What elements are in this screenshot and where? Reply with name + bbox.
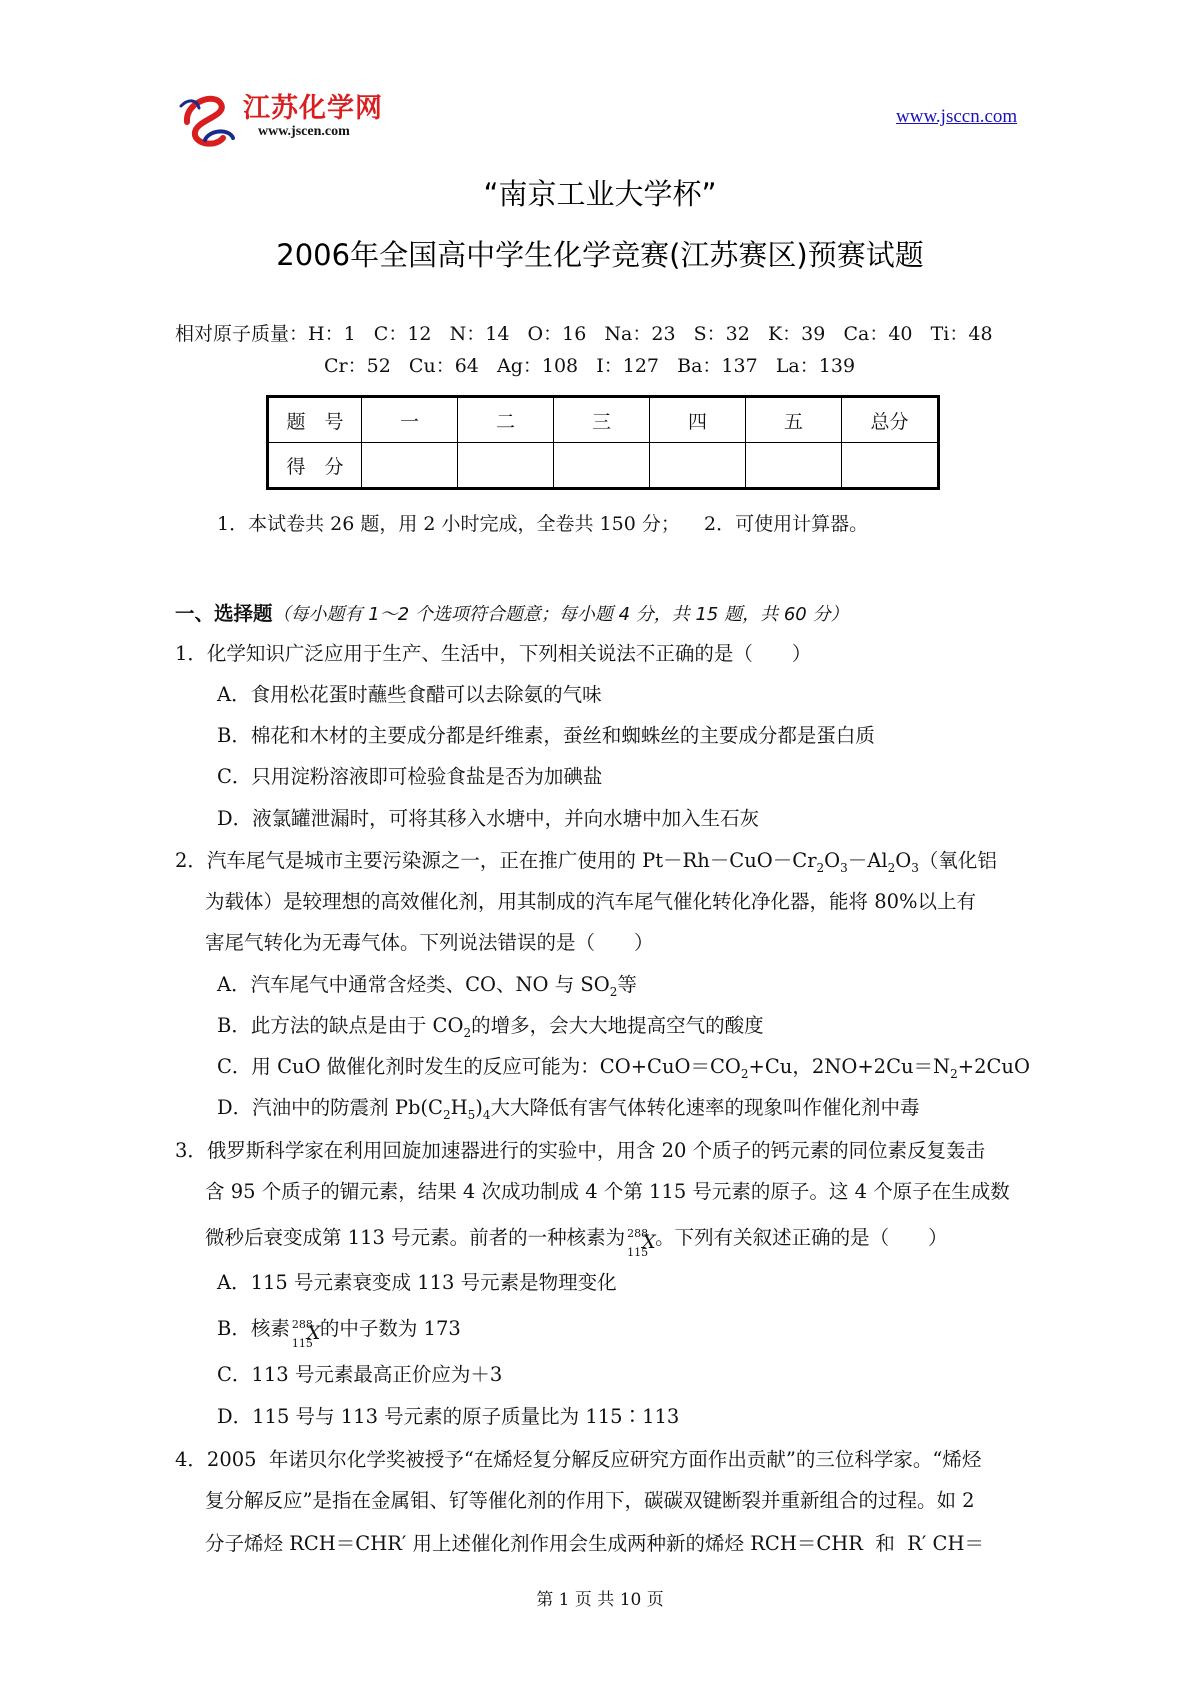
q3-option-a: A．115 号元素衰变成 113 号元素是物理变化 bbox=[217, 1271, 617, 1294]
nuclide-atomic-number: 115 bbox=[291, 1336, 313, 1350]
q4-stem-line-3: 分子烯烃 RCH＝CHR′ 用上述催化剂作用会生成两种新的烯烃 RCH＝CHR 和 R′ CH＝ bbox=[205, 1532, 984, 1555]
q2-option-d-mid: H bbox=[450, 1096, 468, 1119]
q4-stem-line-1: 4．2005 年诺贝尔化学奖被授予“在烯烃复分解反应研究方面作出贡献”的三位科学家。“烯烃 bbox=[175, 1448, 982, 1471]
q2-option-c: C．用 CuO 做催化剂时发生的反应可能为：$CO+CuO=CO_2+Cu$，$2NO+2Cu=N_2+2CuO$ bbox=[217, 1055, 1030, 1081]
nuclide-mass-number: 288 bbox=[291, 1317, 313, 1331]
q3-option-b-a: B．核素 bbox=[217, 1317, 290, 1340]
q3-option-d: D．115 号与 113 号元素的原子质量比为 115∶113 bbox=[217, 1405, 680, 1428]
table-header-cell: 二 bbox=[458, 397, 554, 443]
q3-option-c: C．113 号元素最高正价应为＋3 bbox=[217, 1363, 503, 1386]
q3-stem-line-3-a: 微秒后衰变成第 113 号元素。前者的一种核素为 bbox=[205, 1226, 626, 1249]
atomic-mass-line-1: 相对原子质量：H：1 C：12 N：14 O：16 Na：23 S：32 K：39 Ca：40 Ti：48 bbox=[175, 323, 993, 345]
q1-stem: 1．化学知识广泛应用于生产、生活中，下列相关说法不正确的是（ ） bbox=[175, 642, 812, 665]
score-table bbox=[266, 395, 940, 490]
table-header-cell: 四 bbox=[650, 397, 746, 443]
page-footer: 第 1 页 共 10 页 bbox=[536, 1590, 664, 1610]
q2-option-a-end: 等 bbox=[617, 973, 637, 996]
q2-stem-c: －Al bbox=[847, 849, 888, 872]
nuclide-symbol bbox=[290, 1317, 321, 1350]
q2-option-d-text: D．汽油中的防震剂 Pb(C bbox=[217, 1096, 443, 1119]
table-header-cell: 三 bbox=[554, 397, 650, 443]
title-line-2: 2006年全国高中学生化学竞赛(江苏赛区)预赛试题 bbox=[276, 238, 924, 272]
score-cell bbox=[650, 443, 746, 489]
q1-option-d: D．液氯罐泄漏时，可将其移入水塘中，并向水塘中加入生石灰 bbox=[217, 807, 760, 830]
q2-option-d-end: 大大降低有害气体转化速率的现象叫作催化剂中毒 bbox=[490, 1096, 920, 1119]
q3-option-b-b: 的中子数为 173 bbox=[319, 1317, 461, 1340]
section-1-note: （每小题有 1～2 个选项符合题意；每小题 4 分，共 15 题，共 60 分） bbox=[272, 604, 849, 625]
q1-option-c: C．只用淀粉溶液即可检验食盐是否为加碘盐 bbox=[217, 765, 603, 788]
nuclide-element: X bbox=[306, 1321, 321, 1344]
q2-option-d: D．汽油中的防震剂 $Pb(C_2H_5)_4$大大降低有害气体转化速率的现象叫作催化剂中毒 bbox=[217, 1096, 920, 1122]
site-link[interactable]: www.jscсn.com bbox=[896, 106, 1018, 127]
score-table-score-row bbox=[268, 443, 939, 489]
score-cell bbox=[746, 443, 842, 489]
q1-option-b: B．棉花和木材的主要成分都是纤维素，蚕丝和蜘蛛丝的主要成分都是蛋白质 bbox=[217, 724, 875, 747]
q2-stem-line-3: 害尾气转化为无毒气体。下列说法错误的是（ ） bbox=[205, 931, 654, 954]
nuclide-element: X bbox=[642, 1230, 656, 1253]
q2-stem-a: 2．汽车尾气是城市主要污染源之一，正在推广使用的 Pt－Rh－CuO－Cr bbox=[175, 849, 817, 872]
q2-option-b: B．此方法的缺点是由于 $CO_2$的增多，会大大地提高空气的酸度 bbox=[217, 1014, 764, 1040]
table-header-cell: 题 号 bbox=[268, 397, 362, 443]
score-row-label: 得 分 bbox=[268, 443, 362, 489]
q2-stem-d: O bbox=[895, 849, 912, 872]
q2-option-a-text: A．汽车尾气中通常含烃类、CO、NO 与 SO bbox=[217, 973, 610, 996]
table-header-cell: 五 bbox=[746, 397, 842, 443]
q3-stem-line-1: 3．俄罗斯科学家在利用回旋加速器进行的实验中，用含 20 个质子的钙元素的同位素反复轰击 bbox=[175, 1139, 986, 1162]
score-cell bbox=[554, 443, 650, 489]
q3-stem-line-3 bbox=[205, 1224, 948, 1259]
title-line-1: “南京工业大学杯” bbox=[483, 177, 717, 211]
score-cell bbox=[362, 443, 458, 489]
q2-option-c-end: +2CuO bbox=[957, 1055, 1030, 1078]
nuclide-symbol bbox=[625, 1226, 656, 1259]
atomic-mass-line-2: Cr：52 Cu：64 Ag：108 I：127 Ba：137 La：139 bbox=[324, 355, 856, 377]
logo-url: www.jscen.com bbox=[258, 124, 350, 139]
q2-option-d-mid2: ) bbox=[475, 1096, 483, 1119]
q2-option-a: A．汽车尾气中通常含烃类、CO、NO 与 $SO_2$等 bbox=[217, 973, 637, 999]
q1-option-a: A．食用松花蛋时蘸些食醋可以去除氨的气味 bbox=[217, 683, 602, 706]
nuclide-atomic-number: 115 bbox=[627, 1245, 649, 1259]
q2-stem-line-1: 2．汽车尾气是城市主要污染源之一，正在推广使用的 $Pt-Rh-CuO-Cr_2O_3-Al_2O_3$（氧化铝 bbox=[175, 849, 997, 875]
q2-option-c-text: C．用 CuO 做催化剂时发生的反应可能为：CO+CuO＝CO bbox=[217, 1055, 741, 1078]
section-1-heading-line bbox=[175, 600, 848, 629]
score-cell bbox=[842, 443, 939, 489]
q2-stem-e: （氧化铝 bbox=[918, 849, 997, 872]
score-table-header-row bbox=[268, 397, 939, 443]
logo-name: 江苏化学网 bbox=[243, 93, 383, 124]
section-1-heading: 一、选择题 bbox=[175, 602, 273, 625]
q2-stem-line-2: 为载体）是较理想的高效催化剂，用其制成的汽车尾气催化转化净化器，能将 80%以上有 bbox=[205, 890, 977, 913]
q2-option-b-text: B．此方法的缺点是由于 CO bbox=[217, 1014, 464, 1037]
q2-option-b-end: 的增多，会大大地提高空气的酸度 bbox=[471, 1014, 764, 1037]
table-header-cell: 一 bbox=[362, 397, 458, 443]
score-cell bbox=[458, 443, 554, 489]
table-header-cell: 总分 bbox=[842, 397, 939, 443]
exam-notes: 1．本试卷共 26 题，用 2 小时完成，全卷共 150 分； 2．可使用计算器。 bbox=[217, 513, 869, 535]
q2-stem-b: O bbox=[824, 849, 841, 872]
q3-option-b bbox=[217, 1315, 461, 1350]
q3-stem-line-2: 含 95 个质子的镅元素，结果 4 次成功制成 4 个第 115 号元素的原子。这 4 个原子在生成数 bbox=[205, 1180, 1010, 1203]
nuclide-mass-number: 288 bbox=[627, 1226, 649, 1240]
q2-option-c-mid: +Cu，2NO+2Cu＝N bbox=[748, 1055, 951, 1078]
q3-stem-line-3-b: 。下列有关叙述正确的是（ ） bbox=[655, 1226, 948, 1249]
q4-stem-line-2: 复分解反应”是指在金属钼、钌等催化剂的作用下，碳碳双键断裂并重新组合的过程。如 2 bbox=[205, 1489, 975, 1512]
